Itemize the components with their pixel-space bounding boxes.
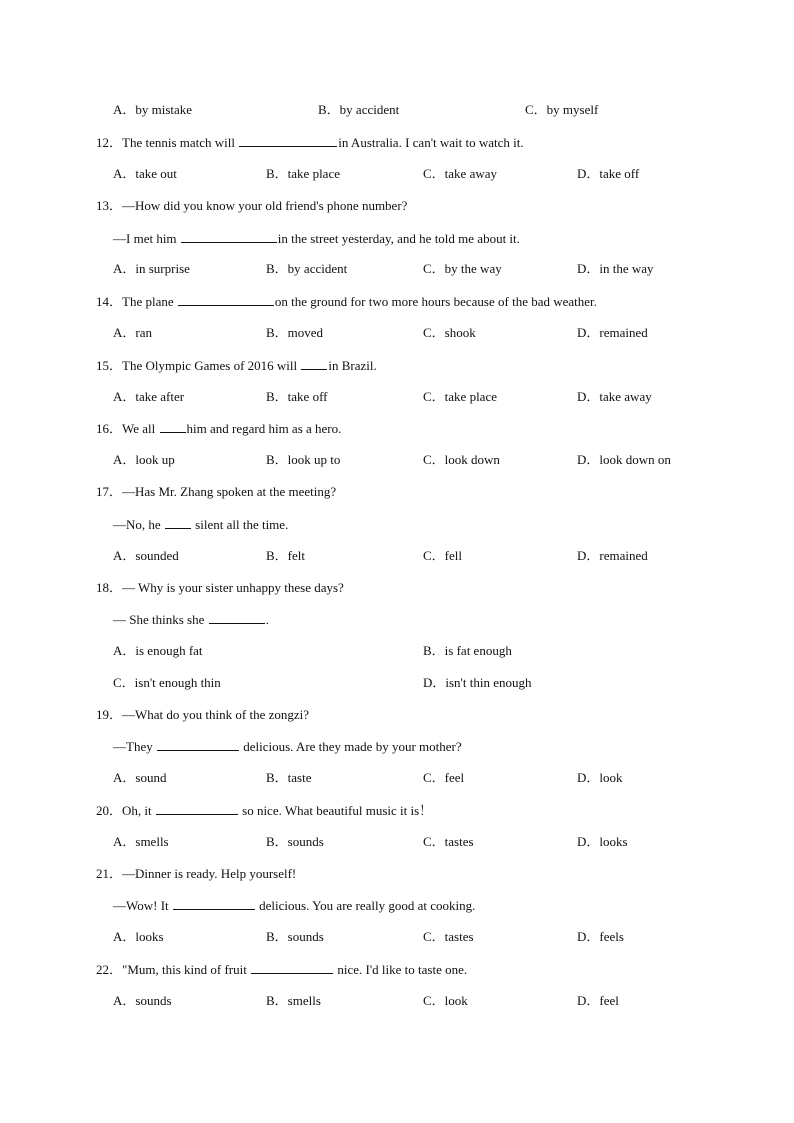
option-b[interactable]: B．look up to xyxy=(266,452,341,467)
option-d[interactable]: D．take away xyxy=(577,389,652,404)
option-d[interactable]: D．remained xyxy=(577,325,648,340)
stem-text: — Why is your sister unhappy these days? xyxy=(122,580,344,595)
stem-text: "Mum, this kind of fruit xyxy=(122,962,251,977)
stem-text: in Australia. I can't wait to watch it. xyxy=(338,135,524,150)
option-d[interactable]: D．look down on xyxy=(577,452,671,467)
option-d[interactable]: D．in the way xyxy=(577,261,654,276)
option-c[interactable]: C．isn't enough thin xyxy=(113,675,221,690)
option-d[interactable]: D．looks xyxy=(577,834,628,849)
option-b[interactable]: B．by accident xyxy=(266,261,348,276)
stem-text: nice. I'd like to taste one. xyxy=(334,962,468,977)
question-stem xyxy=(96,198,407,214)
question-stem xyxy=(96,420,341,437)
answer-blank[interactable] xyxy=(239,134,337,147)
option-c[interactable]: C．take away xyxy=(423,166,498,181)
question-number: 19． xyxy=(96,707,123,722)
option-c[interactable]: C．feel xyxy=(423,770,465,785)
question-number: 15． xyxy=(96,358,123,373)
answer-blank[interactable] xyxy=(160,420,186,433)
option-a[interactable]: A．looks xyxy=(113,929,164,944)
option-c[interactable]: C．take place xyxy=(423,389,497,404)
stem-text: —Has Mr. Zhang spoken at the meeting? xyxy=(122,484,337,499)
answer-blank[interactable] xyxy=(209,611,265,624)
option-c[interactable]: C．tastes xyxy=(423,929,474,944)
answer-blank[interactable] xyxy=(181,230,277,243)
answer-blank[interactable] xyxy=(251,961,333,974)
answer-blank[interactable] xyxy=(156,802,238,815)
option-a[interactable]: A．sound xyxy=(113,770,167,785)
option-b[interactable]: B．by accident xyxy=(318,102,400,117)
option-d[interactable]: D．remained xyxy=(577,548,648,563)
stem-text: The Olympic Games of 2016 will xyxy=(122,358,301,373)
question-stem xyxy=(96,961,467,978)
option-d[interactable]: D．isn't thin enough xyxy=(423,675,532,690)
option-c[interactable]: C．look down xyxy=(423,452,500,467)
stem-text: —Dinner is ready. Help yourself! xyxy=(122,866,297,881)
question-stem xyxy=(96,357,377,374)
option-a[interactable]: A．look up xyxy=(113,452,175,467)
question-number: 14． xyxy=(96,294,123,309)
option-a[interactable]: A．by mistake xyxy=(113,102,193,117)
question-stem xyxy=(96,866,296,882)
stem-text: in Brazil. xyxy=(328,358,377,373)
option-b[interactable]: B．felt xyxy=(266,548,305,563)
option-b[interactable]: B．sounds xyxy=(266,834,324,849)
option-c[interactable]: C．tastes xyxy=(423,834,474,849)
stem-text: We all xyxy=(122,421,159,436)
answer-blank[interactable] xyxy=(165,516,191,529)
option-a[interactable]: A．is enough fat xyxy=(113,643,203,658)
stem-text: —I met him xyxy=(113,231,180,246)
stem-text: on the ground for two more hours because of the bad weather. xyxy=(274,294,597,309)
stem-text: . xyxy=(265,612,269,627)
stem-text: in the street yesterday, and he told me about it. xyxy=(277,231,520,246)
question-stem xyxy=(96,707,309,723)
option-d[interactable]: D．take off xyxy=(577,166,640,181)
option-a[interactable]: A．smells xyxy=(113,834,169,849)
dialogue-line xyxy=(113,611,269,628)
stem-text: —What do you think of the zongzi? xyxy=(122,707,310,722)
answer-blank[interactable] xyxy=(173,897,255,910)
option-c[interactable]: C．fell xyxy=(423,548,462,563)
option-b[interactable]: B．moved xyxy=(266,325,324,340)
stem-text: him and regard him as a hero. xyxy=(186,421,342,436)
option-a[interactable]: A．in surprise xyxy=(113,261,190,276)
question-stem xyxy=(96,484,336,500)
answer-blank[interactable] xyxy=(301,357,327,370)
question-stem xyxy=(96,802,432,819)
option-d[interactable]: D．look xyxy=(577,770,623,785)
answer-blank[interactable] xyxy=(157,738,239,751)
stem-text: Oh, it xyxy=(122,803,155,818)
option-c[interactable]: C．by myself xyxy=(525,102,599,117)
question-stem xyxy=(96,580,344,596)
option-b[interactable]: B．sounds xyxy=(266,929,324,944)
dialogue-line xyxy=(113,516,288,533)
question-number: 17． xyxy=(96,484,123,499)
option-c[interactable]: C．by the way xyxy=(423,261,502,276)
option-b[interactable]: B．take off xyxy=(266,389,328,404)
option-a[interactable]: A．ran xyxy=(113,325,152,340)
question-stem xyxy=(96,134,524,151)
stem-text: —They xyxy=(113,739,156,754)
question-stem xyxy=(96,293,597,310)
option-a[interactable]: A．take out xyxy=(113,166,177,181)
option-d[interactable]: D．feels xyxy=(577,929,624,944)
question-number: 18． xyxy=(96,580,123,595)
stem-text: —How did you know your old friend's phone number? xyxy=(122,198,408,213)
question-number: 13． xyxy=(96,198,123,213)
option-b[interactable]: B．smells xyxy=(266,993,321,1008)
stem-text: — She thinks she xyxy=(113,612,208,627)
question-number: 12． xyxy=(96,135,123,150)
stem-text: delicious. You are really good at cooking. xyxy=(255,898,476,913)
dialogue-line xyxy=(113,230,520,247)
question-number: 22． xyxy=(96,962,123,977)
question-number: 16． xyxy=(96,421,123,436)
dialogue-line xyxy=(113,897,475,914)
option-b[interactable]: B．take place xyxy=(266,166,340,181)
answer-blank[interactable] xyxy=(178,293,274,306)
option-a[interactable]: A．sounds xyxy=(113,993,172,1008)
question-number: 21． xyxy=(96,866,123,881)
question-number: 20． xyxy=(96,803,123,818)
option-a[interactable]: A．take after xyxy=(113,389,185,404)
option-c[interactable]: C．look xyxy=(423,993,468,1008)
stem-text: so nice. What beautiful music it is！ xyxy=(238,803,433,818)
stem-text: —No, he xyxy=(113,517,164,532)
option-c[interactable]: C．shook xyxy=(423,325,476,340)
stem-text: The tennis match will xyxy=(122,135,239,150)
option-d[interactable]: D．feel xyxy=(577,993,619,1008)
stem-text: The plane xyxy=(122,294,177,309)
option-a[interactable]: A．sounded xyxy=(113,548,179,563)
dialogue-line xyxy=(113,738,462,755)
option-b[interactable]: B．taste xyxy=(266,770,312,785)
stem-text: silent all the time. xyxy=(191,517,289,532)
option-b[interactable]: B．is fat enough xyxy=(423,643,512,658)
stem-text: —Wow! It xyxy=(113,898,172,913)
stem-text: delicious. Are they made by your mother? xyxy=(239,739,462,754)
